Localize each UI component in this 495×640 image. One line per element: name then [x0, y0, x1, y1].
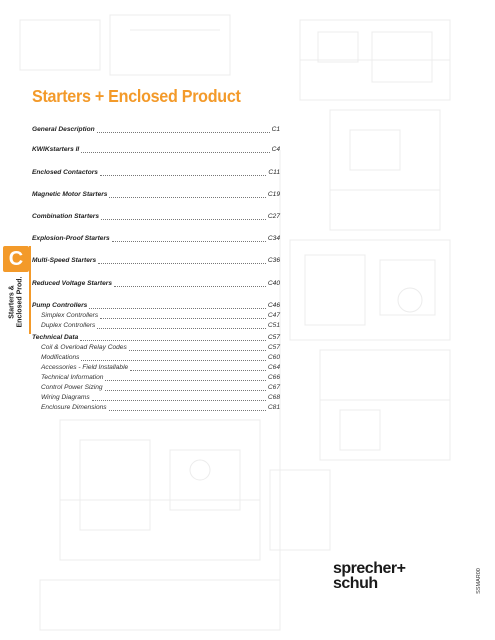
- toc-entry-label: General Description: [32, 126, 95, 133]
- toc-leader-dots: [81, 360, 265, 361]
- toc-entry[interactable]: [32, 394, 280, 402]
- toc-entry-page: C1: [271, 126, 280, 133]
- toc-entry-page: C47: [267, 312, 280, 319]
- toc-entry-page: C67: [267, 384, 280, 391]
- toc-entry-page: C81: [267, 404, 280, 411]
- toc-entry-label: Wiring Diagrams: [41, 394, 90, 401]
- toc-entry[interactable]: [32, 213, 280, 221]
- toc-entry-page: C51: [267, 322, 280, 329]
- toc-leader-dots: [98, 263, 266, 264]
- toc-entry-label: Pump Controllers: [32, 302, 88, 309]
- toc-leader-dots: [114, 286, 266, 287]
- toc-leader-dots: [81, 152, 269, 153]
- section-tab-label-line1: Starters &: [8, 285, 15, 319]
- toc-entry-label: Explosion-Proof Starters: [32, 235, 110, 242]
- toc-leader-dots: [112, 241, 266, 242]
- document-id-text: SSMAR00: [476, 568, 482, 594]
- toc-entry[interactable]: [32, 146, 280, 154]
- toc-entry[interactable]: [32, 374, 280, 382]
- toc-entry[interactable]: [32, 344, 280, 352]
- section-tab-badge: [3, 246, 29, 272]
- toc-entry-page: C57: [267, 334, 280, 341]
- brand-logo: [333, 560, 463, 600]
- toc-entry[interactable]: [32, 257, 280, 265]
- toc-entry-page: C19: [267, 191, 280, 198]
- toc-entry-label: Coil & Overload Relay Codes: [41, 344, 127, 351]
- toc-entry[interactable]: [32, 312, 280, 320]
- logo-line1: sprecher+: [333, 560, 406, 577]
- toc-entry-label: Reduced Voltage Starters: [32, 280, 113, 287]
- toc-entry-page: C11: [268, 169, 280, 176]
- toc-entry[interactable]: [32, 364, 280, 372]
- toc-entry-page: C64: [267, 364, 280, 371]
- toc-entry[interactable]: [32, 235, 280, 243]
- section-tab-label-line2: Enclosed Prod.: [16, 276, 23, 328]
- toc-entry-label: Multi-Speed Starters: [32, 257, 97, 264]
- toc-entry-label: Modifications: [41, 354, 80, 361]
- toc-leader-dots: [109, 197, 265, 198]
- toc-leader-dots: [129, 350, 266, 351]
- toc-entry-label: Combination Starters: [32, 213, 100, 220]
- toc-leader-dots: [92, 400, 266, 401]
- toc-leader-dots: [97, 328, 266, 329]
- section-letter: C: [8, 248, 24, 270]
- toc-leader-dots: [109, 410, 266, 411]
- toc-entry[interactable]: [32, 322, 280, 330]
- toc-entry-page: C34: [267, 235, 280, 242]
- toc-entry-label: Magnetic Motor Starters: [32, 191, 108, 198]
- toc-entry-label: Control Power Sizing: [41, 384, 103, 391]
- toc-entry-label: KWIKstarters II: [32, 146, 80, 153]
- toc-entry-page: C36: [267, 257, 280, 264]
- toc-entry-page: C27: [267, 213, 280, 220]
- toc-entry-page: C46: [267, 302, 280, 309]
- toc-entry-page: C66: [267, 374, 280, 381]
- document-id: [474, 560, 484, 604]
- logo-line2: schuh: [333, 575, 378, 592]
- toc-entry[interactable]: [32, 334, 280, 342]
- toc-entry-label: Duplex Controllers: [41, 322, 96, 329]
- toc-entry-page: C40: [267, 280, 280, 287]
- toc-entry[interactable]: [32, 302, 280, 310]
- toc-leader-dots: [130, 370, 266, 371]
- toc-leader-dots: [97, 132, 270, 133]
- toc-leader-dots: [80, 340, 266, 341]
- toc-entry-label: Technical Information: [41, 374, 104, 381]
- page-title: Starters + Enclosed Product: [32, 86, 241, 106]
- toc-entry-label: Enclosure Dimensions: [41, 404, 107, 411]
- section-tab-rule: [29, 246, 31, 334]
- toc-leader-dots: [100, 318, 266, 319]
- toc-entry-label: Simplex Controllers: [41, 312, 99, 319]
- toc-entry-page: C4: [271, 146, 280, 153]
- toc-entry-label: Accessories - Field Installable: [41, 364, 129, 371]
- toc-leader-dots: [89, 308, 266, 309]
- toc-leader-dots: [105, 380, 265, 381]
- toc-entry[interactable]: [32, 404, 280, 412]
- toc-entry[interactable]: [32, 280, 280, 288]
- toc-entry[interactable]: [32, 354, 280, 362]
- toc-entry-label: Technical Data: [32, 334, 79, 341]
- toc-leader-dots: [100, 175, 266, 176]
- toc-entry[interactable]: [32, 384, 280, 392]
- section-tab: [0, 246, 30, 332]
- toc-entry-page: C57: [267, 344, 280, 351]
- toc-entry[interactable]: [32, 191, 280, 199]
- toc-leader-dots: [105, 390, 266, 391]
- toc-entry-label: Enclosed Contactors: [32, 169, 98, 176]
- toc-entry[interactable]: [32, 169, 280, 177]
- toc-leader-dots: [101, 219, 266, 220]
- toc-entry[interactable]: [32, 126, 280, 134]
- toc-entry-page: C60: [267, 354, 280, 361]
- toc-entry-page: C68: [267, 394, 280, 401]
- section-tab-label: [2, 274, 30, 330]
